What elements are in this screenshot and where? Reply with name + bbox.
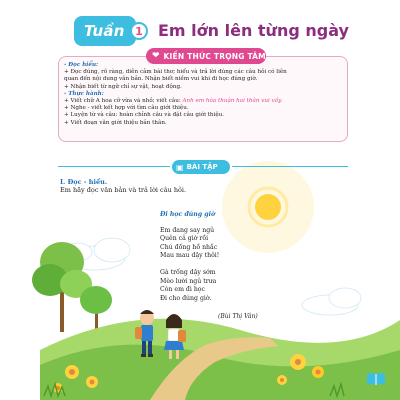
section-title: I. Đọc - hiểu. [60, 178, 108, 186]
reading-item: + Đọc đúng, rõ ràng, diễn cảm bài thơ; hiểu và trả lời đúng các câu hỏi có liên [64, 69, 287, 76]
week-number-badge: 1 [130, 22, 148, 40]
poem-line: Mau mau dậy thôi! [160, 252, 220, 260]
reading-item: + Nhận biết từ ngữ chỉ sự vật, hoạt động. [64, 83, 182, 90]
poem-stanza [160, 269, 219, 303]
knowledge-heading-pill [146, 48, 266, 64]
book-icon: ▣ [176, 162, 184, 172]
cloud-right [302, 288, 361, 315]
sun [255, 194, 281, 220]
poem-title: Đi học đúng giờ [160, 211, 216, 218]
poem-author: (Bùi Thị Vân) [218, 313, 258, 320]
practice-item: + Nghe - viết kết hợp với tìm câu giới thiệu. [64, 105, 189, 112]
knowledge-content [64, 62, 344, 127]
reading-heading: - Đọc hiểu: [64, 62, 99, 68]
poem-line: Mèo lười ngủ trưa [160, 277, 217, 285]
poem-line: Còn em đi học [160, 286, 205, 294]
practice-example-sentence: Anh em hòa thuận hai thân vui vầy. [182, 98, 283, 105]
poem-line: Đi cho đúng giờ. [160, 294, 212, 302]
heart-icon: ❤ [152, 51, 160, 61]
open-book-icon [366, 371, 386, 387]
poem [160, 211, 219, 311]
poem-line: Em đang say ngủ [160, 226, 215, 234]
reading-item: quan đến nội dung văn bản. Nhận biết niềm vui khi đi học đúng giờ. [64, 76, 258, 83]
practice-heading: - Thực hành: [64, 90, 104, 97]
poem-line: Chú đồng hồ nhắc [160, 243, 218, 251]
week-label: Tuần [84, 22, 125, 40]
week-tab [74, 16, 136, 46]
instruction: Em hãy đọc văn bản và trả lời câu hỏi. [60, 186, 187, 194]
knowledge-heading: KIẾN THỨC TRỌNG TÂM [163, 51, 266, 61]
practice-item: + Luyện từ và câu: hoàn chỉnh câu và đặt câu giới thiệu. [64, 112, 225, 119]
poem-line: Quên cả giờ rồi [160, 235, 209, 243]
lesson-title: Em lớn lên từng ngày [158, 21, 349, 40]
poem-stanza [160, 227, 219, 261]
exercise-heading-pill [172, 160, 230, 174]
exercise-heading: BÀI TẬP [186, 163, 218, 171]
page-corner-badge [366, 370, 386, 388]
practice-item: + Viết đoạn văn giới thiệu bản thân. [64, 119, 167, 126]
poem-line: Gà trống dậy sớm [160, 268, 216, 276]
exercise-rule-right [232, 166, 348, 167]
practice-item-prefix: + Viết chữ A hoa cỡ vừa và nhỏ; viết câu: [64, 98, 183, 105]
exercise-rule-left [58, 166, 170, 167]
